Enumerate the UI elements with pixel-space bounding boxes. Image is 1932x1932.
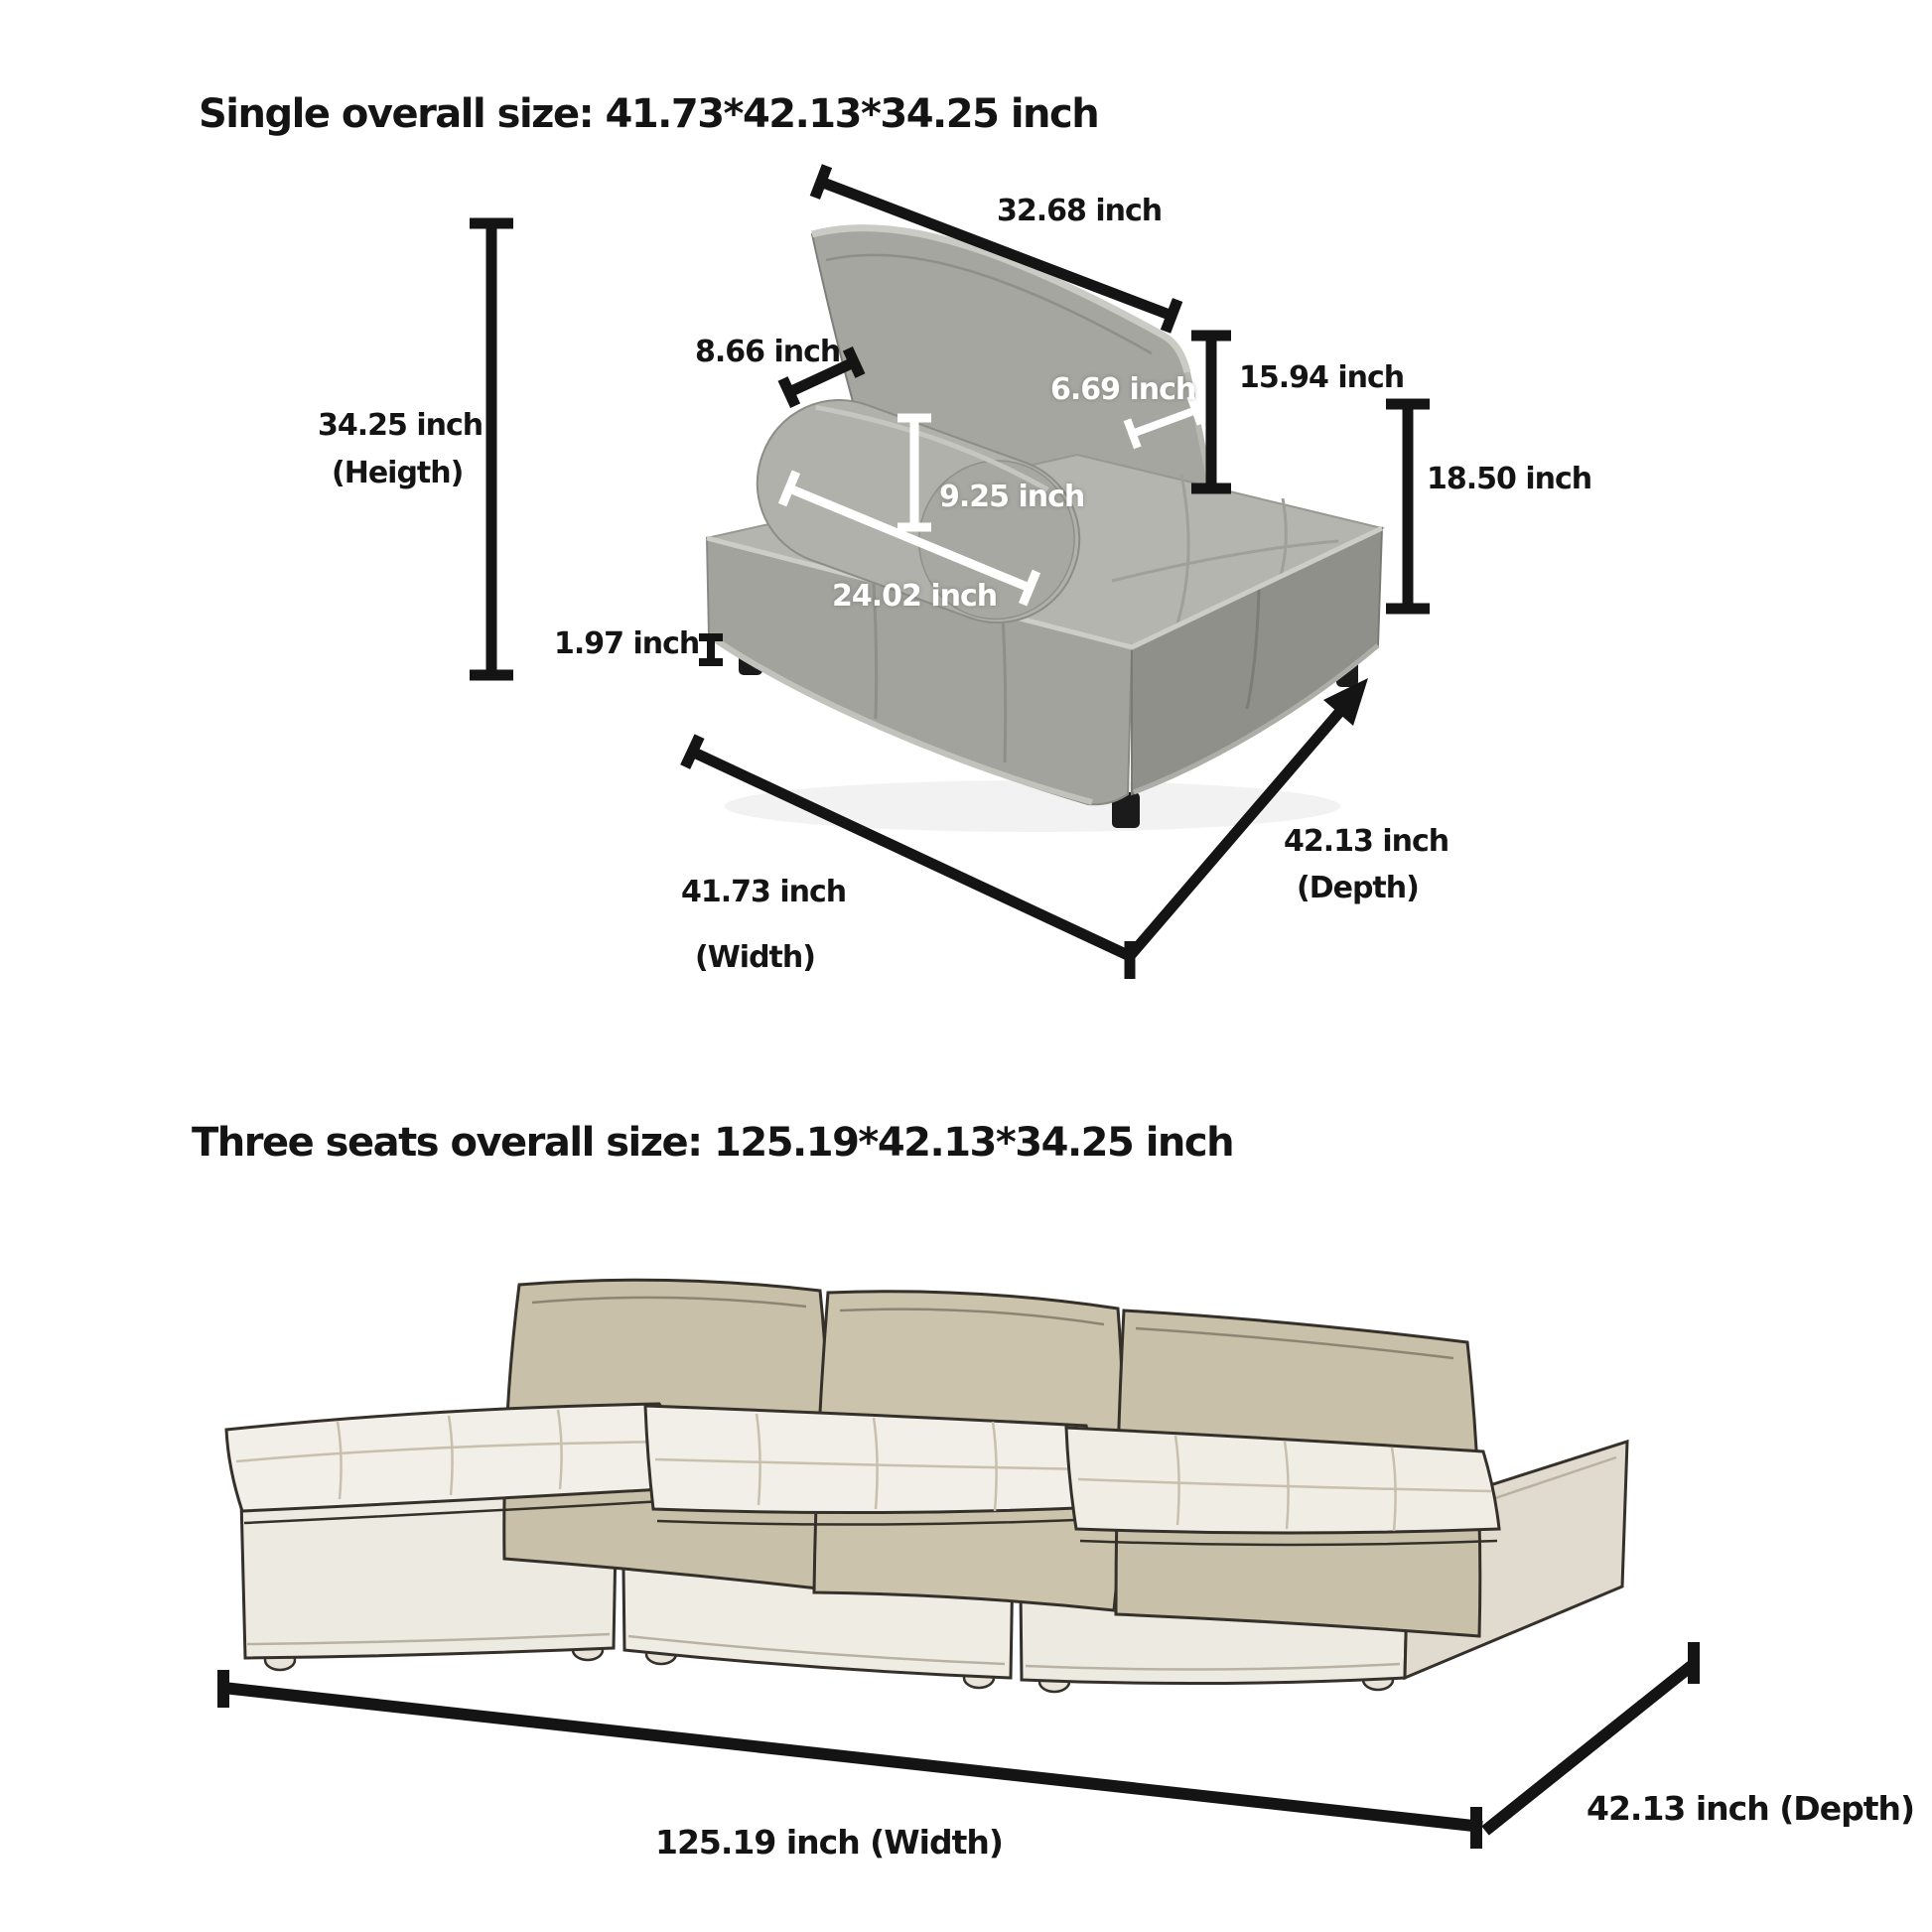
label-lumbar-height: 9.25 inch	[939, 480, 1085, 514]
label-lumbar-length: 24.02 inch	[832, 579, 998, 614]
label-backrest-thickness: 6.69 inch	[1050, 372, 1196, 407]
label-back-width: 32.68 inch	[997, 194, 1163, 228]
label-backrest-gap: 8.66 inch	[695, 335, 841, 369]
label-three-depth: 42.13 inch (Depth)	[1587, 1789, 1915, 1828]
label-width: 41.73 inch	[681, 875, 847, 909]
label-leg-height: 1.97 inch	[554, 626, 700, 661]
label-three-width: 125.19 inch (Width)	[655, 1823, 1003, 1862]
label-width-sub: (Width)	[695, 940, 815, 975]
three-section-title: Three seats overall size: 125.19*42.13*34.25 inch	[192, 1120, 1234, 1166]
label-backrest-height: 15.94 inch	[1239, 360, 1405, 395]
label-depth: 42.13 inch	[1284, 824, 1449, 859]
label-depth-sub: (Depth)	[1297, 871, 1419, 905]
single-section-title: Single overall size: 41.73*42.13*34.25 inch	[199, 91, 1099, 137]
label-base-height: 18.50 inch	[1427, 462, 1592, 496]
label-overall-height: 34.25 inch	[318, 408, 483, 443]
label-overall-height-sub: (Heigth)	[332, 456, 464, 490]
